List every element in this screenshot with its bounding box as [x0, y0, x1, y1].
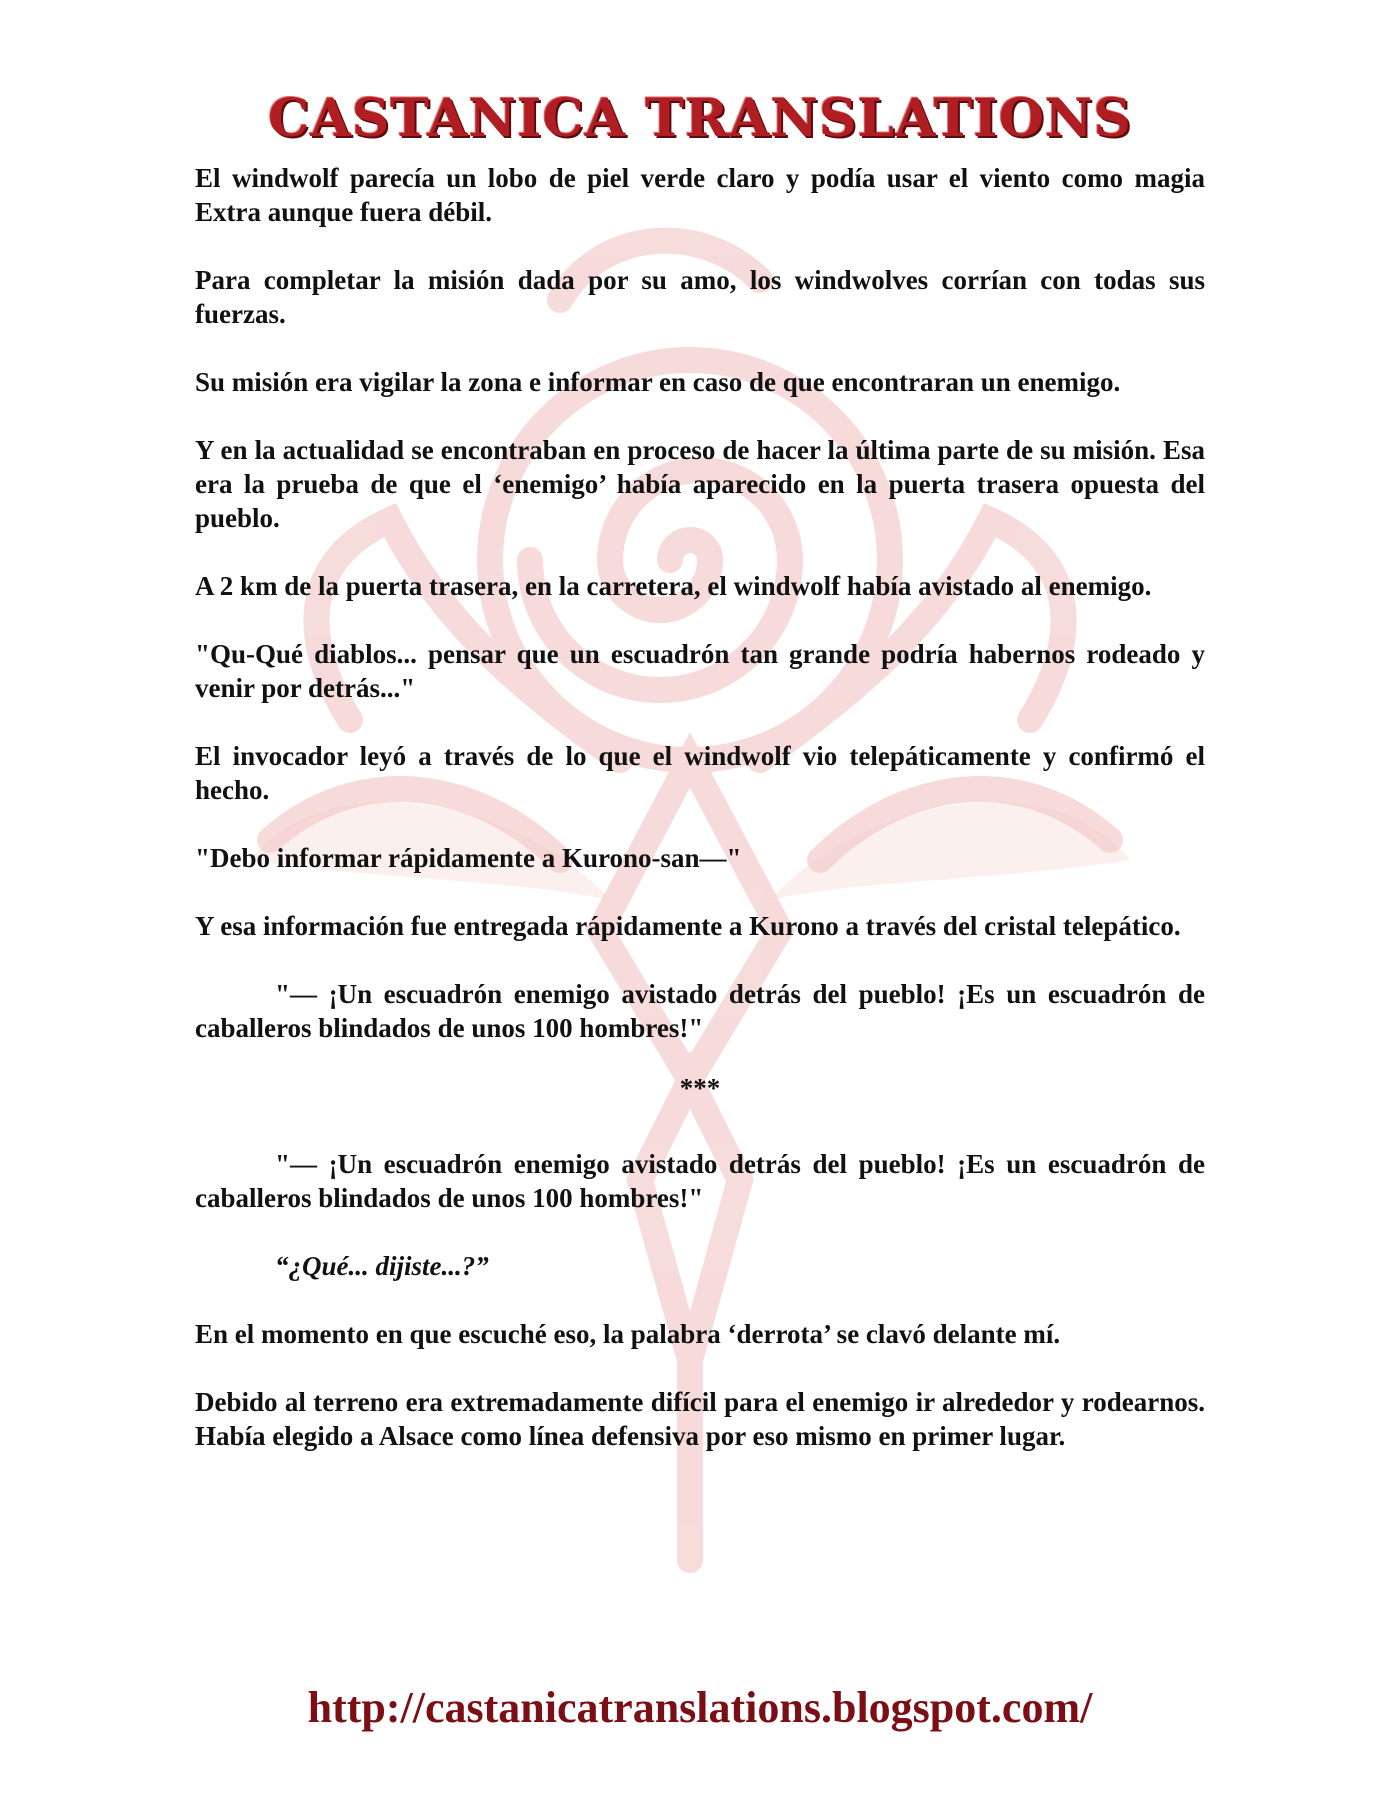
- body-text: [195, 161, 1205, 1453]
- paragraph: "Debo informar rápidamente a Kurono-san—": [195, 843, 742, 873]
- paragraph: Su misión era vigilar la zona e informar en caso de que encontraran un enemigo.: [195, 367, 1121, 397]
- page-title: CASTANICA TRANSLATIONS: [268, 88, 1132, 149]
- paragraph: El invocador leyó a través de lo que el windwolf vio telepáticamente y confirmó el hecho.: [195, 741, 1205, 805]
- footer-url: http://castanicatranslations.blogspot.com/: [307, 1683, 1093, 1732]
- paragraph: Y esa información fue entregada rápidamente a Kurono a través del cristal telepático.: [195, 911, 1181, 941]
- paragraph: A 2 km de la puerta trasera, en la carretera, el windwolf había avistado al enemigo.: [195, 571, 1152, 601]
- paragraph: En el momento en que escuché eso, la palabra ‘derrota’ se clavó delante mí.: [195, 1319, 1061, 1349]
- paragraph: "— ¡Un escuadrón enemigo avistado detrás del pueblo! ¡Es un escuadrón de caballeros blindados de unos 100 hombres!": [195, 1149, 1205, 1213]
- paragraph: Y en la actualidad se encontraban en proceso de hacer la última parte de su misión. Esa era la prueba de que el ‘enemigo’ había aparecido en la puerta trasera opuesta del pueblo.: [195, 435, 1205, 533]
- scene-break: ***: [679, 1073, 721, 1103]
- paragraph: "Qu-Qué diablos... pensar que un escuadrón tan grande podría habernos rodeado y venir por detrás...": [195, 639, 1205, 703]
- paragraph: Para completar la misión dada por su amo, los windwolves corrían con todas sus fuerzas.: [195, 265, 1205, 329]
- paragraph: Debido al terreno era extremadamente difícil para el enemigo ir alrededor y rodearnos. Había elegido a Alsace como línea defensiva por eso mismo en primer lugar.: [195, 1387, 1205, 1451]
- paragraph: El windwolf parecía un lobo de piel verde claro y podía usar el viento como magia Extra aunque fuera débil.: [195, 163, 1205, 227]
- paragraph: “¿Qué... dijiste...?”: [275, 1251, 489, 1281]
- paragraph: "— ¡Un escuadrón enemigo avistado detrás del pueblo! ¡Es un escuadrón de caballeros blindados de unos 100 hombres!": [195, 979, 1205, 1043]
